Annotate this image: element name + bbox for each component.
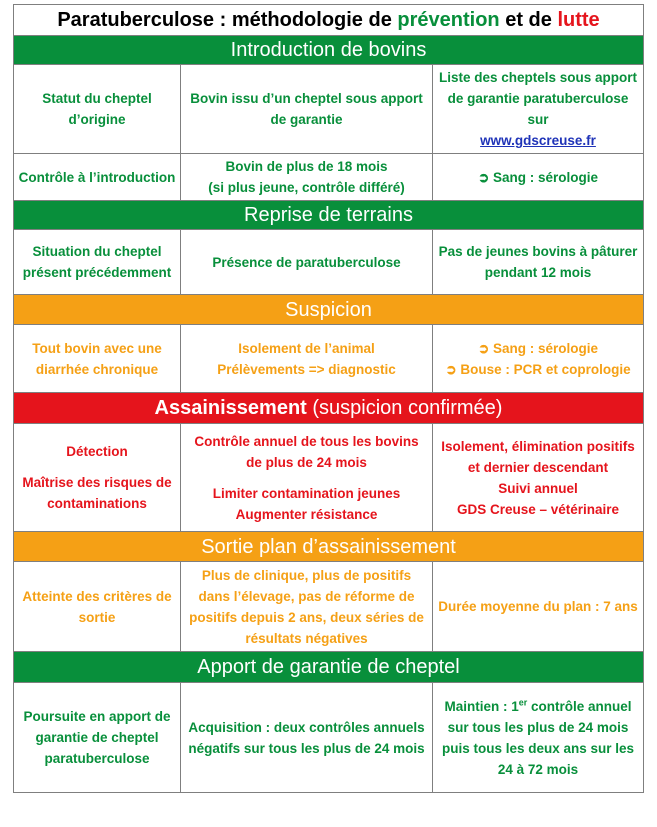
dung-pcr-label: Bouse : PCR et coprologie bbox=[460, 361, 631, 377]
page-title bbox=[14, 5, 644, 36]
introduction-age-rule bbox=[181, 154, 433, 201]
suspicion-chronic-diarrhea: Tout bovin avec une diarrhée chronique bbox=[14, 325, 181, 393]
age-rule-note: (si plus jeune, contrôle différé) bbox=[208, 180, 405, 195]
title-part3: et de bbox=[499, 9, 558, 31]
assainissement-right bbox=[433, 424, 644, 532]
apport-maintenance bbox=[433, 683, 644, 793]
section-header-assainissement bbox=[14, 393, 644, 424]
age-rule-main: Bovin de plus de 18 mois bbox=[225, 159, 388, 174]
introduction-herd-list bbox=[433, 65, 644, 154]
arrow-icon: ➲ bbox=[445, 361, 457, 377]
reprise-previous-herd: Situation du cheptel présent précédemment bbox=[14, 230, 181, 295]
arrow-icon: ➲ bbox=[477, 169, 490, 185]
assainissement-subtitle: (suspicion confirmée) bbox=[306, 397, 503, 419]
maintenance-post: contrôle annuel sur tous les plus de 24 mois puis tous les deux ans sur les 24 à 72 mois bbox=[441, 698, 635, 777]
title-prevention: prévention bbox=[397, 9, 500, 31]
suspicion-isolation bbox=[181, 325, 433, 393]
section-header-apport: Apport de garantie de cheptel bbox=[14, 652, 644, 683]
maintenance-sup: er bbox=[518, 697, 528, 707]
maintenance-pre: Maintien : 1 bbox=[444, 698, 519, 714]
methodology-table bbox=[13, 4, 644, 793]
annual-control-text: Contrôle annuel de tous les bovins de plus de 24 mois bbox=[194, 433, 419, 470]
arrow-icon: ➲ bbox=[477, 340, 490, 356]
introduction-guaranteed-herd: Bovin issu d’un cheptel sous apport de garantie bbox=[181, 65, 433, 154]
introduction-blood-test bbox=[433, 154, 644, 201]
sortie-duration: Durée moyenne du plan : 7 ans bbox=[433, 562, 644, 652]
introduction-origin-status: Statut du cheptel d’origine bbox=[14, 65, 181, 154]
section-header-sortie: Sortie plan d’assainissement bbox=[14, 532, 644, 562]
assainissement-middle bbox=[181, 424, 433, 532]
apport-continuation: Poursuite en apport de garantie de cheptel paratuberculose bbox=[14, 683, 181, 793]
blood-test-label: Sang : sérologie bbox=[493, 169, 599, 185]
increase-resistance-text: Augmenter résistance bbox=[235, 506, 378, 522]
risk-control-text: Maîtrise des risques de contaminations bbox=[22, 475, 172, 511]
title-part1: Paratuberculose : méthodologie de bbox=[57, 9, 398, 31]
blood-serology-line bbox=[437, 338, 639, 359]
introduction-control: Contrôle à l’introduction bbox=[14, 154, 181, 201]
limit-contamination-text: Limiter contamination jeunes bbox=[212, 485, 401, 501]
assainissement-title: Assainissement bbox=[154, 397, 307, 419]
section-header-introduction: Introduction de bovins bbox=[14, 36, 644, 65]
gds-vet-text: GDS Creuse – vétérinaire bbox=[456, 501, 620, 517]
suspicion-tests bbox=[433, 325, 644, 393]
apport-acquisition: Acquisition : deux contrôles annuels négatifs sur tous les plus de 24 mois bbox=[181, 683, 433, 793]
section-header-suspicion: Suspicion bbox=[14, 295, 644, 325]
sortie-criteria: Atteinte des critères de sortie bbox=[14, 562, 181, 652]
isolation-elimination-text: Isolement, élimination positifs et dernier descendant bbox=[441, 438, 635, 475]
detection-text: Détection bbox=[66, 444, 128, 459]
reprise-presence: Présence de paratuberculose bbox=[181, 230, 433, 295]
blood-serology-label: Sang : sérologie bbox=[493, 340, 599, 356]
methodology-sheet bbox=[13, 4, 643, 793]
dung-pcr-line bbox=[437, 359, 639, 380]
sampling-text: Prélèvements => diagnostic bbox=[217, 361, 396, 377]
reprise-no-grazing: Pas de jeunes bovins à pâturer pendant 12 mois bbox=[433, 230, 644, 295]
section-header-reprise: Reprise de terrains bbox=[14, 201, 644, 230]
title-lutte: lutte bbox=[557, 9, 600, 31]
herd-list-text: Liste des cheptels sous apport de garantie paratuberculose sur bbox=[438, 70, 638, 127]
isolation-text: Isolement de l’animal bbox=[238, 340, 375, 356]
sortie-conditions: Plus de clinique, plus de positifs dans l’élevage, pas de réforme de positifs depuis 2 ans, deux séries de résultats négatives bbox=[181, 562, 433, 652]
assainissement-left bbox=[14, 424, 181, 532]
gds-creuse-link[interactable]: www.gdscreuse.fr bbox=[480, 133, 596, 148]
annual-followup-text: Suivi annuel bbox=[498, 480, 578, 496]
